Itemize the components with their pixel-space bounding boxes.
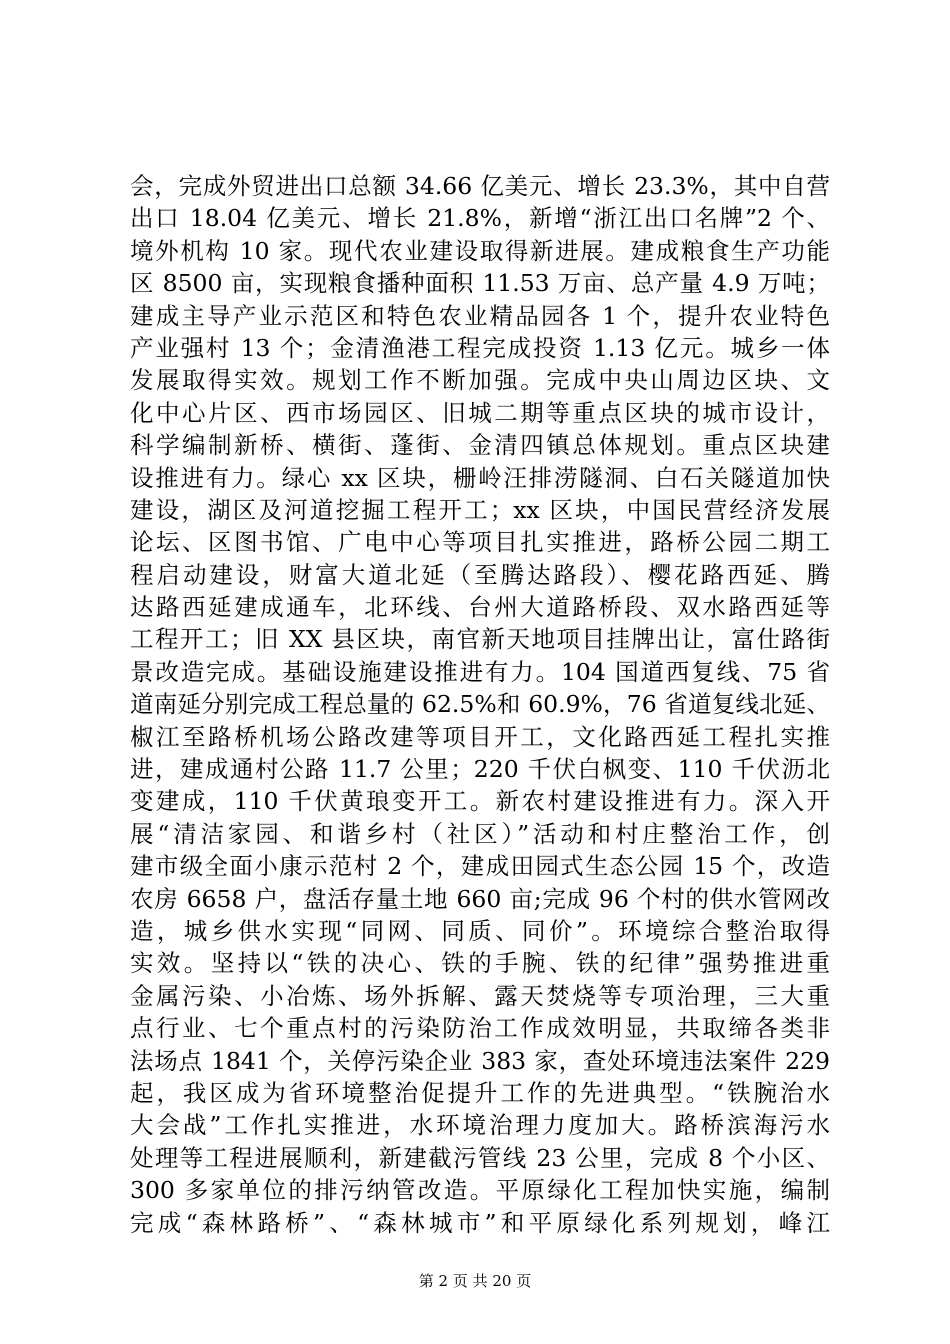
text-line: 设推进有力。绿心 xx 区块，栅岭汪排涝隧洞、白石关隧道加快 bbox=[130, 463, 830, 492]
text-line: 论坛、区图书馆、广电中心等项目扎实推进，路桥公园二期工 bbox=[130, 528, 830, 557]
text-line: 达路西延建成通车，北环线、台州大道路桥段、双水路西延等 bbox=[130, 593, 830, 622]
text-line: 处理等工程进展顺利，新建截污管线 23 公里，完成 8 个小区、 bbox=[130, 1143, 830, 1172]
text-line: 建设，湖区及河道挖掘工程开工；xx 区块，中国民营经济发展 bbox=[130, 495, 830, 524]
text-line: 造，城乡供水实现“同网、同质、同价”。环境综合整治取得 bbox=[130, 916, 830, 945]
text-line: 完成“森林路桥”、“森林城市”和平原绿化系列规划，峰江 bbox=[130, 1208, 830, 1237]
text-line: 会，完成外贸进出口总额 34.66 亿美元、增长 23.3%，其中自营 bbox=[130, 172, 830, 200]
text-line: 大会战”工作扎实推进，水环境治理力度加大。路桥滨海污水 bbox=[130, 1111, 830, 1140]
text-line: 道南延分别完成工程总量的 62.5%和 60.9%，76 省道复线北延、 bbox=[130, 690, 830, 719]
text-line: 实效。坚持以“铁的决心、铁的手腕、铁的纪律”强势推进重 bbox=[130, 949, 830, 978]
text-line: 出口 18.04 亿美元、增长 21.8%，新增“浙江出口名牌”2 个、 bbox=[130, 204, 830, 233]
text-line: 区 8500 亩，实现粮食播种面积 11.53 万亩、总产量 4.9 万吨； bbox=[130, 269, 830, 298]
text-line: 椒江至路桥机场公路改建等项目开工，文化路西延工程扎实推 bbox=[130, 722, 830, 751]
text-line: 建市级全面小康示范村 2 个，建成田园式生态公园 15 个，改造 bbox=[130, 852, 830, 881]
text-line: 境外机构 10 家。现代农业建设取得新进展。建成粮食生产功能 bbox=[130, 236, 830, 265]
text-line: 科学编制新桥、横街、蓬街、金清四镇总体规划。重点区块建 bbox=[130, 431, 830, 460]
text-line: 化中心片区、西市场园区、旧城二期等重点区块的城市设计， bbox=[130, 398, 830, 427]
text-line: 进，建成通村公路 11.7 公里；220 千伏白枫变、110 千伏沥北 bbox=[130, 755, 830, 784]
text-line: 工程开工；旧 XX 县区块，南官新天地项目挂牌出让，富仕路街 bbox=[130, 625, 830, 654]
body-text bbox=[130, 170, 830, 1239]
text-line: 点行业、七个重点村的污染防治工作成效明显，共取缔各类非 bbox=[130, 1014, 830, 1043]
text-line: 变建成，110 千伏黄琅变开工。新农村建设推进有力。深入开 bbox=[130, 787, 830, 816]
page-footer: 第 2 页 共 20 页 bbox=[418, 1272, 532, 1290]
text-line: 发展取得实效。规划工作不断加强。完成中央山周边区块、文 bbox=[130, 366, 830, 395]
text-line: 农房 6658 户，盘活存量土地 660 亩;完成 96 个村的供水管网改 bbox=[130, 884, 830, 913]
text-line: 金属污染、小冶炼、场外拆解、露天焚烧等专项治理，三大重 bbox=[130, 981, 830, 1010]
text-line: 展“清洁家园、和谐乡村（社区）”活动和村庄整治工作，创 bbox=[130, 819, 830, 848]
text-line: 起，我区成为省环境整治促提升工作的先进典型。“铁腕治水 bbox=[130, 1078, 830, 1107]
text-line: 建成主导产业示范区和特色农业精品园各 1 个，提升农业特色 bbox=[130, 301, 830, 330]
text-line: 法场点 1841 个，关停污染企业 383 家，查处环境违法案件 229 bbox=[130, 1046, 830, 1075]
text-line: 程启动建设，财富大道北延（至腾达路段）、樱花路西延、腾 bbox=[130, 560, 830, 589]
text-line: 景改造完成。基础设施建设推进有力。104 国道西复线、75 省 bbox=[130, 657, 830, 686]
text-line: 300 多家单位的排污纳管改造。平原绿化工程加快实施，编制 bbox=[130, 1176, 830, 1205]
text-line: 产业强村 13 个；金清渔港工程完成投资 1.13 亿元。城乡一体 bbox=[130, 333, 830, 362]
